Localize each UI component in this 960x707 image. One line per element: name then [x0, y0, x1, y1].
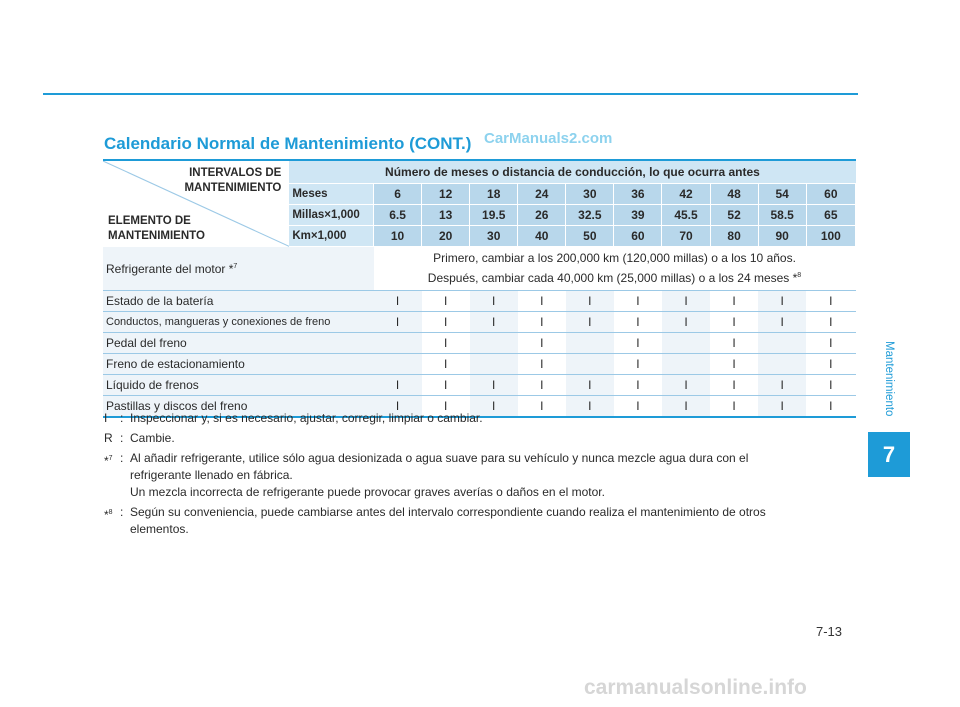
coolant-line-1: Primero, cambiar a los 200,000 km (120,000 millas) o a los 10 años.: [433, 251, 796, 265]
schedule-cell: I: [614, 291, 662, 312]
coolant-line-2-text: Después, cambiar cada 40,000 km (25,000 millas) o a los 24 meses *: [427, 271, 798, 285]
schedule-cell: [758, 354, 806, 375]
table-row: [103, 375, 856, 396]
schedule-cell: I: [374, 375, 422, 396]
header-corner: [103, 160, 289, 247]
interval-value: 40: [518, 226, 566, 247]
coolant-interval-text: [374, 247, 856, 291]
schedule-cell: [470, 333, 518, 354]
schedule-cell: I: [566, 291, 614, 312]
table-row: [103, 291, 856, 312]
item-label: Pedal del freno: [103, 333, 374, 354]
table-row: [103, 333, 856, 354]
schedule-cell: I: [758, 375, 806, 396]
note-item: [104, 504, 834, 538]
interval-label: Km×1,000: [289, 226, 373, 247]
legend-notes: [104, 410, 834, 541]
schedule-cell: I: [662, 396, 710, 418]
coolant-row: [103, 247, 856, 291]
schedule-cell: [374, 333, 422, 354]
schedule-cell: I: [470, 312, 518, 333]
interval-value: 100: [806, 226, 855, 247]
note-line: refrigerante llenado en fábrica.: [130, 468, 293, 482]
coolant-label-text: Refrigerante del motor *: [106, 261, 234, 276]
corner-item-label: ELEMENTO DE MANTENIMIENTO: [108, 214, 205, 242]
top-rule: [43, 93, 858, 95]
schedule-cell: I: [422, 354, 470, 375]
schedule-cell: I: [422, 312, 470, 333]
note-key: [104, 410, 120, 427]
note-key-sup: 8: [108, 509, 113, 516]
table-row: [103, 312, 856, 333]
coolant-line-2: [374, 267, 856, 287]
note-text: [130, 410, 834, 427]
note-key: [104, 504, 120, 538]
note-key-text: *: [104, 508, 109, 522]
interval-value: 39: [614, 205, 662, 226]
note-line: Según su conveniencia, puede cambiarse antes del intervalo correspondiente cuando realiza el mantenimiento de otros: [130, 505, 766, 519]
schedule-cell: I: [614, 312, 662, 333]
schedule-cell: I: [710, 375, 758, 396]
item-label: Estado de la batería: [103, 291, 374, 312]
interval-value: 52: [710, 205, 758, 226]
schedule-cell: I: [566, 396, 614, 418]
interval-value: 48: [710, 184, 758, 205]
schedule-cell: I: [518, 375, 566, 396]
schedule-cell: I: [422, 375, 470, 396]
interval-value: 90: [758, 226, 806, 247]
interval-value: 30: [566, 184, 614, 205]
schedule-cell: I: [806, 396, 855, 418]
note-line: elementos.: [130, 522, 189, 536]
note-text: [130, 504, 834, 538]
footer-watermark: carmanualsonline.info: [584, 676, 807, 699]
item-label: Freno de estacionamiento: [103, 354, 374, 375]
schedule-cell: I: [374, 396, 422, 418]
interval-value: 20: [422, 226, 470, 247]
interval-value: 18: [470, 184, 518, 205]
interval-label: Meses: [289, 184, 373, 205]
schedule-cell: I: [566, 375, 614, 396]
interval-value: 12: [422, 184, 470, 205]
maintenance-schedule-table: [103, 159, 856, 418]
note-key-text: I: [104, 411, 108, 425]
schedule-cell: I: [758, 396, 806, 418]
schedule-cell: I: [422, 333, 470, 354]
schedule-cell: I: [710, 396, 758, 418]
side-tab-label: Mantenimiento: [883, 341, 895, 417]
note-key: [104, 450, 120, 501]
schedule-cell: I: [518, 333, 566, 354]
schedule-cell: I: [710, 312, 758, 333]
schedule-cell: [566, 354, 614, 375]
schedule-cell: [470, 354, 518, 375]
note-text: [130, 430, 834, 447]
schedule-cell: I: [710, 354, 758, 375]
interval-value: 13: [422, 205, 470, 226]
schedule-cell: I: [614, 375, 662, 396]
schedule-cell: I: [374, 312, 422, 333]
schedule-cell: I: [518, 396, 566, 418]
schedule-cell: I: [422, 396, 470, 418]
interval-value: 65: [806, 205, 855, 226]
interval-value: 10: [374, 226, 422, 247]
schedule-cell: I: [470, 375, 518, 396]
top-watermark: CarManuals2.com: [484, 130, 613, 147]
interval-value: 70: [662, 226, 710, 247]
interval-value: 26: [518, 205, 566, 226]
schedule-cell: I: [662, 375, 710, 396]
schedule-cell: [566, 333, 614, 354]
schedule-cell: I: [374, 291, 422, 312]
note-separator: :: [120, 431, 124, 445]
interval-value: 50: [566, 226, 614, 247]
item-label-coolant: [103, 247, 374, 291]
interval-value: 42: [662, 184, 710, 205]
schedule-cell: I: [518, 312, 566, 333]
note-line: Al añadir refrigerante, utilice sólo agua desionizada o agua suave para su vehículo y nunca mezcle agua dura con el: [130, 451, 749, 465]
schedule-cell: I: [566, 312, 614, 333]
item-label: Conductos, mangueras y conexiones de freno: [103, 312, 374, 333]
interval-value: 36: [614, 184, 662, 205]
interval-value: 80: [710, 226, 758, 247]
note-separator: :: [120, 451, 124, 465]
note-item: [104, 450, 834, 501]
note-item: [104, 410, 834, 427]
interval-value: 45.5: [662, 205, 710, 226]
note-separator: :: [120, 505, 124, 519]
schedule-cell: I: [806, 333, 855, 354]
schedule-cell: I: [662, 312, 710, 333]
schedule-cell: I: [662, 291, 710, 312]
interval-value: 60: [614, 226, 662, 247]
schedule-cell: I: [422, 291, 470, 312]
interval-value: 30: [470, 226, 518, 247]
table-row: [103, 354, 856, 375]
coolant-line-2-sup: 8: [797, 272, 802, 279]
header-title: Número de meses o distancia de conducción, lo que ocurra antes: [289, 160, 855, 184]
note-line: Cambie.: [130, 431, 175, 445]
page-number: 7-13: [816, 624, 843, 639]
schedule-cell: [662, 354, 710, 375]
interval-value: 6.5: [374, 205, 422, 226]
schedule-cell: [662, 333, 710, 354]
chapter-tab: 7: [868, 432, 910, 477]
schedule-cell: I: [710, 291, 758, 312]
schedule-cell: I: [806, 291, 855, 312]
schedule-cell: I: [806, 375, 855, 396]
note-line: Inspeccionar y, si es necesario, ajustar, corregir, limpiar o cambiar.: [130, 411, 483, 425]
schedule-cell: I: [614, 354, 662, 375]
schedule-cell: I: [806, 354, 855, 375]
schedule-cell: I: [614, 333, 662, 354]
note-text: [130, 450, 834, 501]
schedule-cell: [374, 354, 422, 375]
interval-value: 58.5: [758, 205, 806, 226]
note-item: [104, 430, 834, 447]
schedule-cell: I: [758, 312, 806, 333]
item-label: Pastillas y discos del freno: [103, 396, 374, 418]
schedule-cell: I: [518, 291, 566, 312]
schedule-cell: I: [518, 354, 566, 375]
schedule-cell: I: [470, 291, 518, 312]
note-line: Un mezcla incorrecta de refrigerante puede provocar graves averías o daños en el motor.: [130, 485, 605, 499]
interval-label: Millas×1,000: [289, 205, 373, 226]
interval-value: 19.5: [470, 205, 518, 226]
schedule-cell: I: [614, 396, 662, 418]
schedule-cell: I: [710, 333, 758, 354]
note-key-sup: 7: [108, 455, 113, 462]
section-title: Calendario Normal de Mantenimiento (CONT.): [104, 134, 472, 153]
schedule-cell: I: [806, 312, 855, 333]
interval-value: 60: [806, 184, 855, 205]
interval-value: 6: [374, 184, 422, 205]
item-label: Líquido de frenos: [103, 375, 374, 396]
note-key: [104, 430, 120, 447]
interval-value: 54: [758, 184, 806, 205]
note-key-text: *: [104, 454, 109, 468]
interval-value: 24: [518, 184, 566, 205]
schedule-cell: I: [470, 396, 518, 418]
corner-intervals-label: INTERVALOS DE MANTENIMIENTO: [184, 167, 282, 194]
schedule-cell: I: [758, 291, 806, 312]
note-separator: :: [120, 411, 124, 425]
interval-value: 32.5: [566, 205, 614, 226]
schedule-cell: [758, 333, 806, 354]
note-key-text: R: [104, 431, 113, 445]
coolant-label-sup: 7: [233, 262, 238, 270]
